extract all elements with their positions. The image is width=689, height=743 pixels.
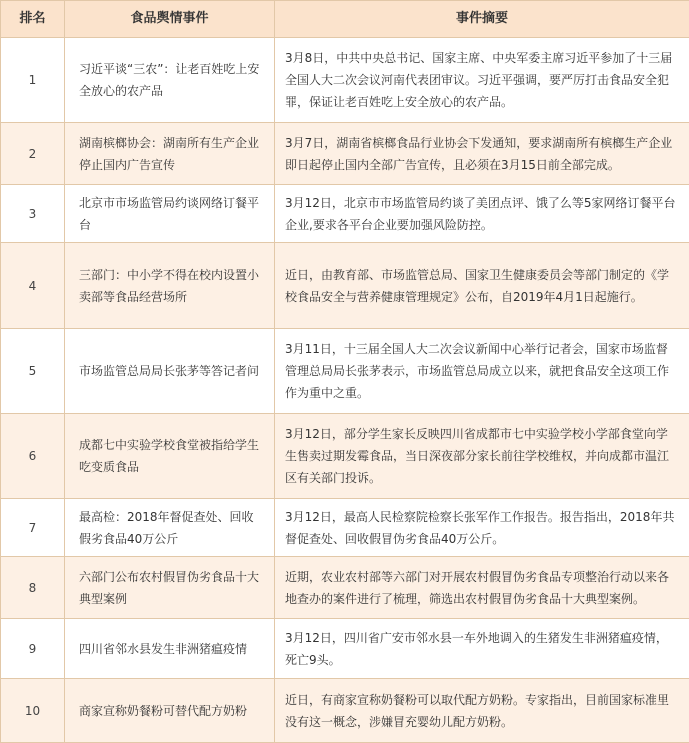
summary-cell: 3月12日，部分学生家长反映四川省成都市七中实验学校小学部食堂向学生售卖过期发霉食品，当日深夜部分家长前往学校维权，并向成都市温江区有关部门投诉。 [275, 414, 689, 499]
event-cell: 湖南槟榔协会：湖南所有生产企业停止国内广告宣传 [65, 123, 275, 185]
rank-cell: 8 [1, 557, 65, 619]
summary-cell: 3月12日，北京市市场监管局约谈了美团点评、饿了么等5家网络订餐平台企业,要求各平台企业要加强风险防控。 [275, 185, 689, 243]
table-header-row [1, 1, 689, 38]
summary-cell: 3月11日，十三届全国人大二次会议新闻中心举行记者会，国家市场监督管理总局局长张茅表示，市场监管总局成立以来，就把食品安全这项工作作为重中之重。 [275, 329, 689, 414]
rank-cell: 5 [1, 329, 65, 414]
event-cell: 商家宣称奶餐粉可替代配方奶粉 [65, 679, 275, 743]
summary-cell: 3月7日，湖南省槟榔食品行业协会下发通知，要求湖南所有槟榔生产企业即日起停止国内全部广告宣传，且必须在3月15日前全部完成。 [275, 123, 689, 185]
table-row [1, 557, 689, 619]
summary-cell: 3月12日，四川省广安市邻水县一车外地调入的生猪发生非洲猪瘟疫情，死亡9头。 [275, 619, 689, 679]
event-cell: 四川省邻水县发生非洲猪瘟疫情 [65, 619, 275, 679]
table-row [1, 329, 689, 414]
table-row [1, 499, 689, 557]
summary-cell: 3月12日，最高人民检察院检察长张军作工作报告。报告指出，2018年共督促查处、回收假冒伪劣食品40万公斤。 [275, 499, 689, 557]
summary-cell: 3月8日，中共中央总书记、国家主席、中央军委主席习近平参加了十三届全国人大二次会议河南代表团审议。习近平强调，要严厉打击食品安全犯罪，保证让老百姓吃上安全放心的农产品。 [275, 38, 689, 123]
header-summary: 事件摘要 [275, 1, 689, 38]
event-cell: 北京市市场监管局约谈网络订餐平台 [65, 185, 275, 243]
rank-cell: 7 [1, 499, 65, 557]
summary-cell: 近日，由教育部、市场监管总局、国家卫生健康委员会等部门制定的《学校食品安全与营养健康管理规定》公布，自2019年4月1日起施行。 [275, 243, 689, 329]
table-row [1, 185, 689, 243]
table-row [1, 414, 689, 499]
rank-cell: 3 [1, 185, 65, 243]
rank-cell: 4 [1, 243, 65, 329]
rank-cell: 2 [1, 123, 65, 185]
event-cell: 市场监管总局局长张茅等答记者问 [65, 329, 275, 414]
event-cell: 三部门：中小学不得在校内设置小卖部等食品经营场所 [65, 243, 275, 329]
table-row [1, 243, 689, 329]
table-row [1, 679, 689, 743]
table-row [1, 123, 689, 185]
rank-cell: 10 [1, 679, 65, 743]
event-cell: 成都七中实验学校食堂被指给学生吃变质食品 [65, 414, 275, 499]
summary-cell: 近期，农业农村部等六部门对开展农村假冒伪劣食品专项整治行动以来各地查办的案件进行了梳理，筛选出农村假冒伪劣食品十大典型案例。 [275, 557, 689, 619]
rank-cell: 1 [1, 38, 65, 123]
rank-cell: 6 [1, 414, 65, 499]
event-cell: 最高检：2018年督促查处、回收假劣食品40万公斤 [65, 499, 275, 557]
summary-cell: 近日，有商家宣称奶餐粉可以取代配方奶粉。专家指出，目前国家标准里没有这一概念，涉嫌冒充婴幼儿配方奶粉。 [275, 679, 689, 743]
event-cell: 六部门公布农村假冒伪劣食品十大典型案例 [65, 557, 275, 619]
rank-cell: 9 [1, 619, 65, 679]
header-rank: 排名 [1, 1, 65, 38]
table-row [1, 619, 689, 679]
header-event: 食品舆情事件 [65, 1, 275, 38]
event-cell: 习近平谈“三农”：让老百姓吃上安全放心的农产品 [65, 38, 275, 123]
table-row [1, 38, 689, 123]
